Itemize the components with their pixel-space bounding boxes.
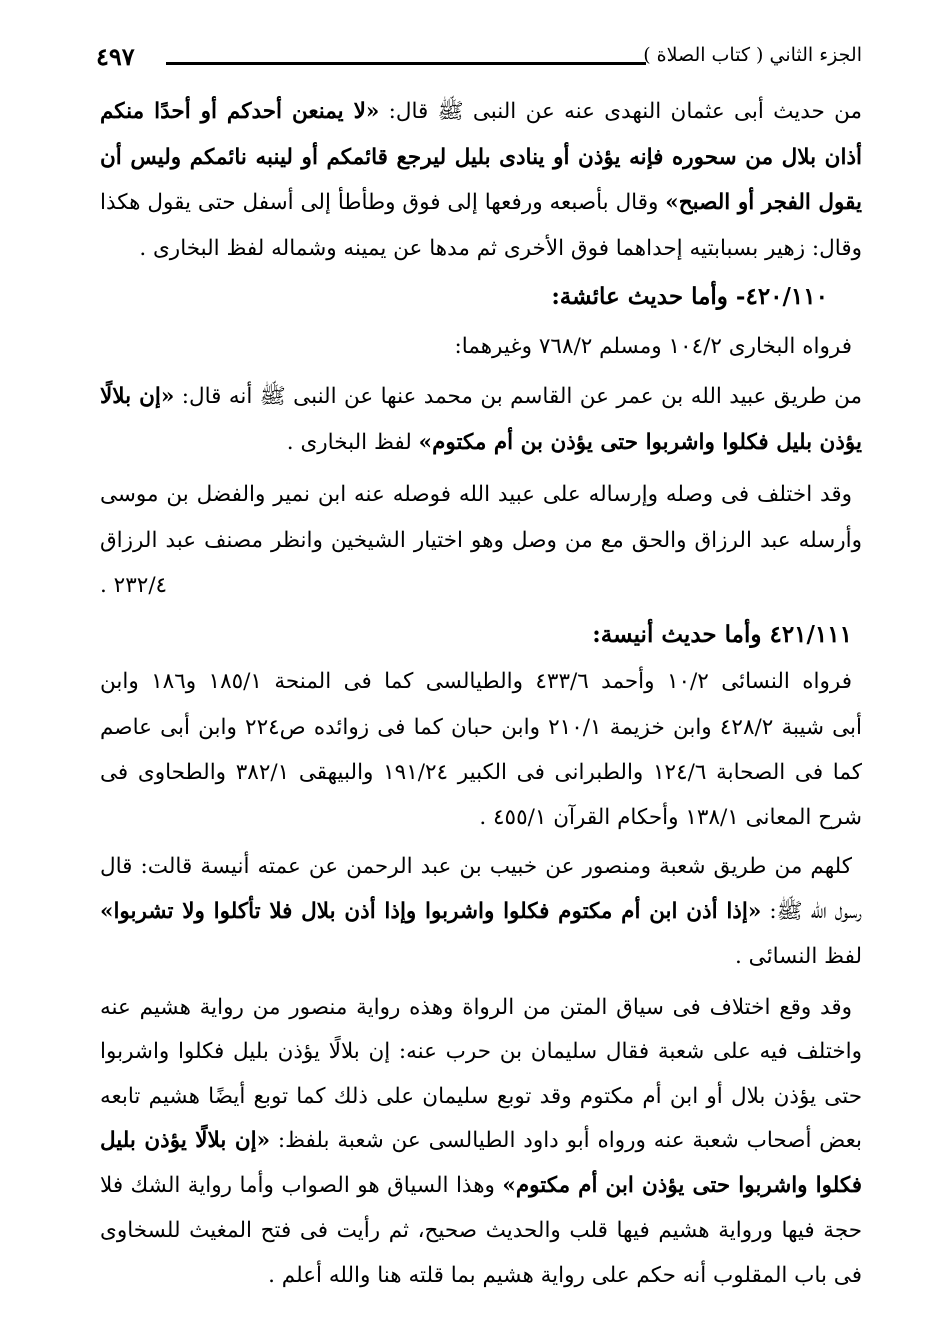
text-line: حتى يؤذن بلال أو ابن أم مكتوم وقد توبع سليمان على ذلك كما توبع أيضًا هشيم تابعه: [100, 1084, 862, 1109]
text-line: حجة فيها ورواية هشيم فيها قلب والحديث صحيح، ثم رأيت فى فتح المغيث للسخاوى: [100, 1218, 862, 1243]
running-header: [96, 40, 862, 80]
text-line: فرواه النسائى ١٠/٢ وأحمد ٤٣٣/٦ والطيالسى كما فى المنحة ١٨٥/١ و١٨٦ وابن: [100, 669, 852, 694]
text-line: أبى شيبة ٤٢٨/٢ وابن خزيمة ٢١٠/١ وابن حبان كما فى زوائده ص٢٢٤ وابن أبى عاصم: [100, 715, 862, 740]
text-line: من طريق عبيد الله بن عمر عن القاسم بن محمد عنها عن النبى ﷺ أنه قال: «إن بلالًا: [100, 384, 862, 409]
text-line: فى باب المقلوب أنه حكم على رواية هشيم بما قلته هنا والله أعلم .: [268, 1263, 862, 1288]
text-line: كما فى الصحابة ١٢٤/٦ والطبرانى فى الكبير ١٩١/٢٤ والبيهقى ٣٨٢/١ والطحاوى فى: [100, 760, 862, 785]
text-line: وأرسله عبد الرزاق والحق مع من وصل وهو اختيار الشيخين وانظر مصنف عبد الرزاق: [100, 528, 862, 553]
text-line: لفظ النسائى .: [735, 944, 862, 969]
text-line: أذان بلال من سحوره فإنه يؤذن أو ينادى بليل ليرجع قائمكم أو لينبه نائمكم وليس أن: [100, 145, 862, 170]
page-number: ٤٩٧: [96, 42, 135, 71]
text-line: فكلوا واشربوا حتى يؤذن ابن أم مكتوم» وهذا السياق هو الصواب وأما رواية الشك فلا: [100, 1173, 862, 1198]
text-line: من حديث أبى عثمان النهدى عنه عن النبى ﷺ قال: «لا يمنعن أحدكم أو أحدًا منكم: [100, 99, 862, 124]
text-line: يقول الفجر أو الصبح» وقال بأصبعه ورفعها إلى فوق وطأطأ إلى أسفل حتى يقول هكذا: [100, 190, 862, 215]
text-line: فرواه البخارى ١٠٤/٢ ومسلم ٧٦٨/٢ وغيرهما:: [454, 334, 852, 359]
text-line: وقال: زهير بسبابتيه إحداهما فوق الأخرى ثم مدها عن يمينه وشماله لفظ البخارى .: [139, 236, 862, 261]
text-line: كلهم من طريق شعبة ومنصور عن خبيب بن عبد الرحمن عن عمته أنيسة قالت: قال: [100, 854, 852, 879]
text-line: واختلف فيه على شعبة فقال سليمان بن حرب عنه: إن بلالًا يؤذن بليل فكلوا واشربوا: [100, 1039, 862, 1064]
text-line: شرح المعانى ١٣٨/١ وأحكام القرآن ٤٥٥/١ .: [479, 805, 862, 830]
text-line: وقد اختلف فى وصله وإرساله على عبيد الله فوصله عنه ابن نمير والفضل بن موسى: [100, 482, 852, 507]
section-heading: ٤٢٠/١١٠- وأما حديث عائشة:: [551, 283, 828, 310]
text-line: ٢٣٢/٤ .: [100, 573, 168, 598]
text-line: يؤذن بليل فكلوا واشربوا حتى يؤذن بن أم مكتوم» لفظ البخارى .: [286, 430, 862, 455]
section-heading: ٤٢١/١١١ وأما حديث أنيسة:: [592, 621, 852, 648]
text-line: بعض أصحاب شعبة عنه ورواه أبو داود الطيالسى عن شعبة بلفظ: «إن بلالًا يؤذن بليل: [100, 1128, 862, 1153]
text-line: رسول الله ﷺ: «إذا أذن ابن أم مكتوم فكلوا واشربوا وإذا أذن بلال فلا تأكلوا ولا تشربوا»: [100, 899, 862, 924]
text-line: وقد وقع اختلاف فى سياق المتن من الرواة وهذه رواية منصور من رواية هشيم عنه: [100, 995, 852, 1020]
header-title: الجزء الثاني ( كتاب الصلاة ): [643, 44, 862, 66]
header-rule: [166, 62, 646, 65]
